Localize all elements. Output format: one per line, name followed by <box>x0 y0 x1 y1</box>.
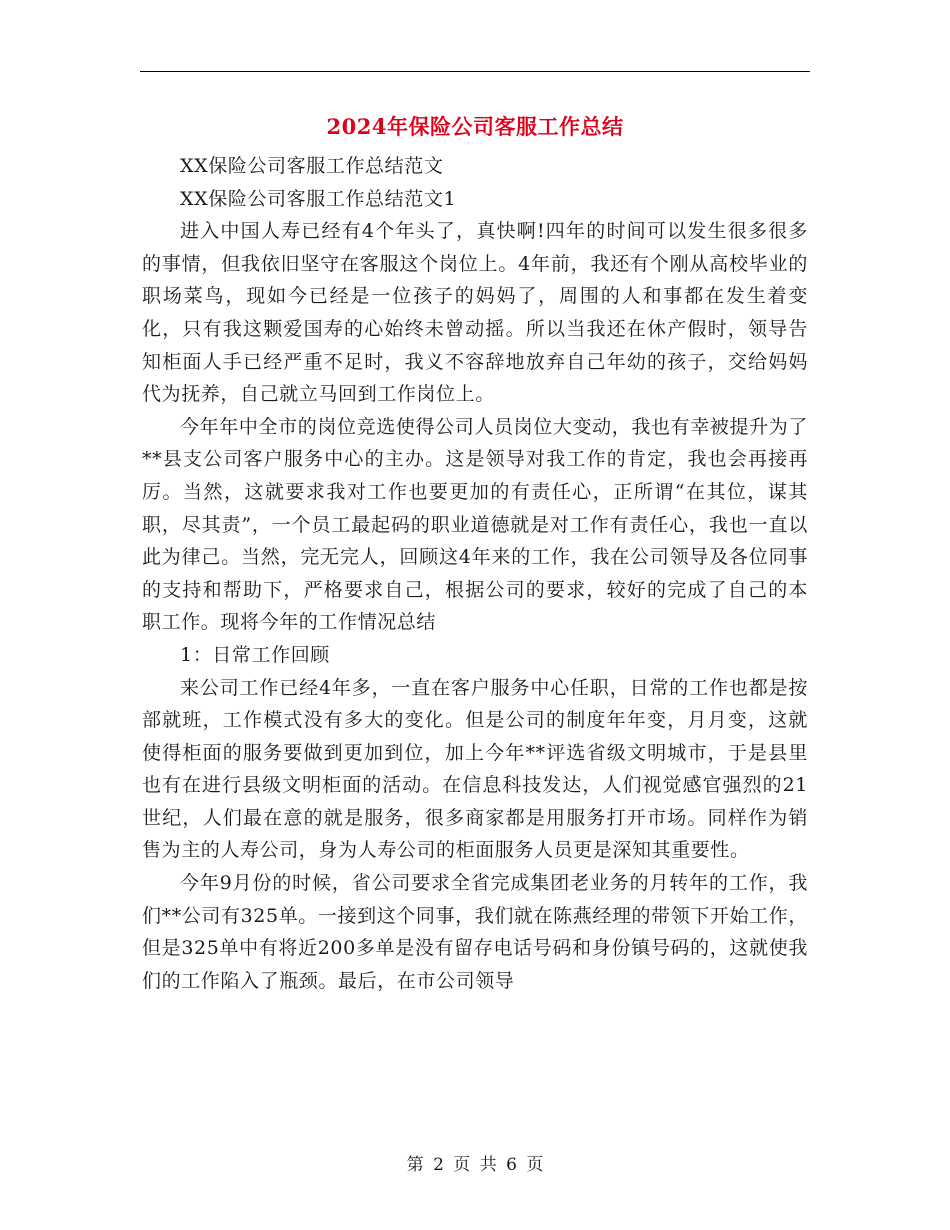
document-title: 2024年保险公司客服工作总结 <box>326 114 624 139</box>
paragraph: 今年年中全市的岗位竞选使得公司人员岗位大变动，我也有幸被提升为了**县支公司客户服务中心的主办。这是领导对我工作的肯定，我也会再接再厉。当然，这就要求我对工作也要更加的有责任心，正所谓“在其位，谋其职，尽其责”，一个员工最起码的职业道德就是对工作有责任心，我也一直以此为律己。当然，完无完人，回顾这4年来的工作，我在公司领导及各位同事的支持和帮助下，严格要求自己，根据公司的要求，较好的完成了自己的本职工作。现将今年的工作情况总结 <box>142 415 808 634</box>
paragraph: 来公司工作已经4年多，一直在客户服务中心任职，日常的工作也都是按部就班，工作模式没有多大的变化。但是公司的制度年年变，月月变，这就使得柜面的服务要做到更加到位，加上今年**评选省级文明城市，于是县里也有在进行县级文明柜面的活动。在信息科技发达，人们视觉感官强烈的21世纪，人们最在意的就是服务，很多商家都是用服务打开市场。同样作为销售为主的人寿公司，身为人寿公司的柜面服务人员更是深知其重要性。 <box>142 676 808 862</box>
header-rule <box>140 71 810 72</box>
page-number-footer: 第 2 页 共 6 页 <box>406 1155 544 1175</box>
document-body <box>142 150 808 997</box>
paragraph: XX保险公司客服工作总结范文1 <box>180 187 457 210</box>
paragraph: XX保险公司客服工作总结范文 <box>180 155 444 177</box>
paragraph: 进入中国人寿已经有4个年头了，真快啊!四年的时间可以发生很多很多的事情，但我依旧坚守在客服这个岗位上。4年前，我还有个刚从高校毕业的职场菜鸟，现如今已经是一位孩子的妈妈了，周围的人和事都在发生着变化，只有我这颗爱国寿的心始终未曾动摇。所以当我还在休产假时，领导告知柜面人手已经严重不足时，我义不容辞地放弃自己年幼的孩子，交给妈妈代为抚养，自己就立马回到工作岗位上。 <box>142 220 808 406</box>
section-heading: 1：日常工作回顾 <box>180 643 330 666</box>
paragraph: 今年9月份的时候，省公司要求全省完成集团老业务的月转年的工作，我们**公司有325单。一接到这个同事，我们就在陈燕经理的带领下开始工作，但是325单中有将近200多单是没有留存电话号码和身份镇号码的，这就使我们的工作陷入了瓶颈。最后，在市公司领导 <box>142 872 808 992</box>
